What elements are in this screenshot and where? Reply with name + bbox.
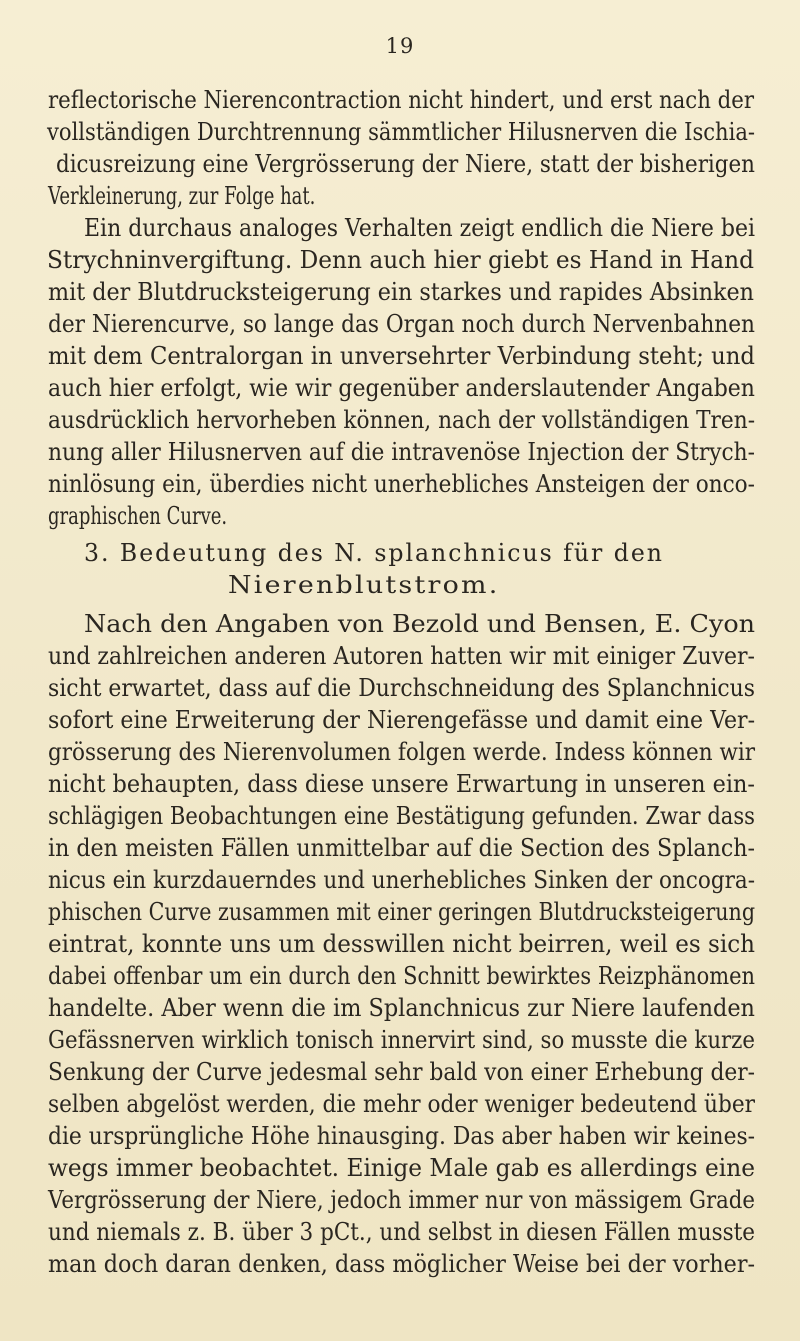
text-line-content: ninlösung ein, überdies nicht unerhebliches Ansteigen der onco-: [48, 470, 755, 498]
text-line-content: Senkung der Curve jedesmal sehr bald von einer Erhebung der-: [48, 1058, 756, 1086]
text-line: [84, 608, 800, 640]
text-line-content: Strychninvergiftung. Denn auch hier giebt es Hand in Hand: [47, 246, 754, 274]
text-line: [48, 1056, 800, 1088]
text-line: [47, 244, 800, 276]
text-line-content: handelte. Aber wenn die im Splanchnicus zur Niere laufenden: [48, 994, 755, 1022]
text-line: [48, 500, 800, 532]
text-line-content: selben abgelöst werden, die mehr oder weniger bedeutend über: [48, 1090, 756, 1118]
text-line: [48, 1152, 800, 1184]
text-line: [48, 308, 800, 340]
text-line-content: in den meisten Fällen unmittelbar auf die Section des Splanch-: [48, 834, 756, 862]
text-line: [48, 1216, 800, 1248]
text-line: [228, 569, 800, 601]
text-line: [48, 672, 800, 704]
text-line: [48, 468, 800, 500]
text-line-content: nicht behaupten, dass diese unsere Erwartung in unseren ein-: [48, 770, 755, 798]
text-line-content: mit dem Centralorgan in unversehrter Verbindung steht; und: [48, 342, 755, 370]
text-line-content: Nach den Angaben von Bezold und Bensen, E. Cyon: [84, 610, 756, 638]
text-line-content: man doch daran denken, dass möglicher Weise bei der vorher-: [48, 1250, 755, 1278]
text-line-content: die ursprüngliche Höhe hinausging. Das aber haben wir keines-: [48, 1122, 756, 1150]
text-line-content: eintrat, konnte uns um desswillen nicht beirren, weil es sich: [48, 930, 755, 958]
text-line-content: mit der Blutdrucksteigerung ein starkes und rapides Absinken: [48, 278, 755, 306]
text-line-content: vollständigen Durchtrennung sämmtlicher Hilusnerven die Ischia-: [47, 118, 756, 146]
text-line: [48, 768, 800, 800]
text-line-content: dicusreizung eine Vergrösserung der Niere, statt der bisherigen: [56, 150, 755, 178]
text-line: [48, 928, 800, 960]
text-line: [48, 800, 800, 832]
text-line-content: auch hier erfolgt, wie wir gegenüber anderslautender Angaben: [48, 374, 755, 402]
text-line-content: Ein durchaus analoges Verhalten zeigt endlich die Niere bei: [84, 214, 755, 242]
text-line: [48, 436, 800, 468]
text-line: [48, 1184, 800, 1216]
text-line: [48, 960, 800, 992]
text-line-content: nung aller Hilusnerven auf die intravenöse Injection der Strych-: [48, 438, 756, 466]
text-line: [48, 1024, 800, 1056]
text-line: [48, 1088, 800, 1120]
page-number: 19: [385, 34, 415, 58]
text-line: [48, 896, 800, 928]
text-line: [48, 84, 800, 116]
text-line: [48, 180, 800, 212]
text-line: [84, 537, 800, 569]
text-line-content: phischen Curve zusammen mit einer geringen Blutdrucksteigerung: [48, 898, 756, 926]
text-line: [48, 736, 800, 768]
text-line-content: Gefässnerven wirklich tonisch innervirt sind, so musste die kurze: [48, 1026, 755, 1054]
text-line-content: und niemals z. B. über 3 pCt., und selbst in diesen Fällen musste: [48, 1218, 756, 1246]
text-line-content: wegs immer beobachtet. Einige Male gab es allerdings eine: [48, 1154, 755, 1182]
text-line-content: sicht erwartet, dass auf die Durchschneidung des Splanchnicus: [48, 674, 756, 702]
text-line: [48, 992, 800, 1024]
text-line: [48, 864, 800, 896]
text-line-content: der Nierencurve, so lange das Organ noch durch Nervenbahnen: [48, 310, 755, 338]
text-line: [48, 1248, 800, 1280]
text-line-content: 3. Bedeutung des N. splanchnicus für den: [84, 539, 664, 567]
text-line-content: dabei offenbar um ein durch den Schnitt bewirktes Reizphänomen: [48, 962, 756, 990]
text-line: [48, 832, 800, 864]
text-line-content: schlägigen Beobachtungen eine Bestätigung gefunden. Zwar dass: [48, 802, 755, 830]
text-line: [48, 704, 800, 736]
text-line-content: Vergrösserung der Niere, jedoch immer nur von mässigem Grade: [48, 1186, 755, 1214]
text-line: [84, 212, 800, 244]
text-line-content: graphischen Curve.: [48, 502, 228, 530]
text-line: [56, 148, 800, 180]
text-line-content: Nierenblutstrom.: [228, 571, 500, 599]
text-line: [48, 404, 800, 436]
text-line-content: grösserung des Nierenvolumen folgen werde. Indess können wir: [48, 738, 756, 766]
text-line-content: ausdrücklich hervorheben können, nach der vollständigen Tren-: [48, 406, 756, 434]
text-line-content: und zahlreichen anderen Autoren hatten wir mit einiger Zuver-: [48, 642, 755, 670]
text-line-content: Verkleinerung, zur Folge hat.: [48, 182, 316, 210]
text-line-content: reflectorische Nierencontraction nicht hindert, und erst nach der: [48, 86, 755, 114]
text-line-content: sofort eine Erweiterung der Nierengefässe und damit eine Ver-: [48, 706, 756, 734]
text-line: [47, 116, 800, 148]
text-line: [48, 640, 800, 672]
text-line-content: nicus ein kurzdauerndes und unerhebliches Sinken der oncogra-: [48, 866, 756, 894]
text-line: [48, 340, 800, 372]
text-line: [48, 372, 800, 404]
text-line: [48, 1120, 800, 1152]
text-line: [48, 276, 800, 308]
